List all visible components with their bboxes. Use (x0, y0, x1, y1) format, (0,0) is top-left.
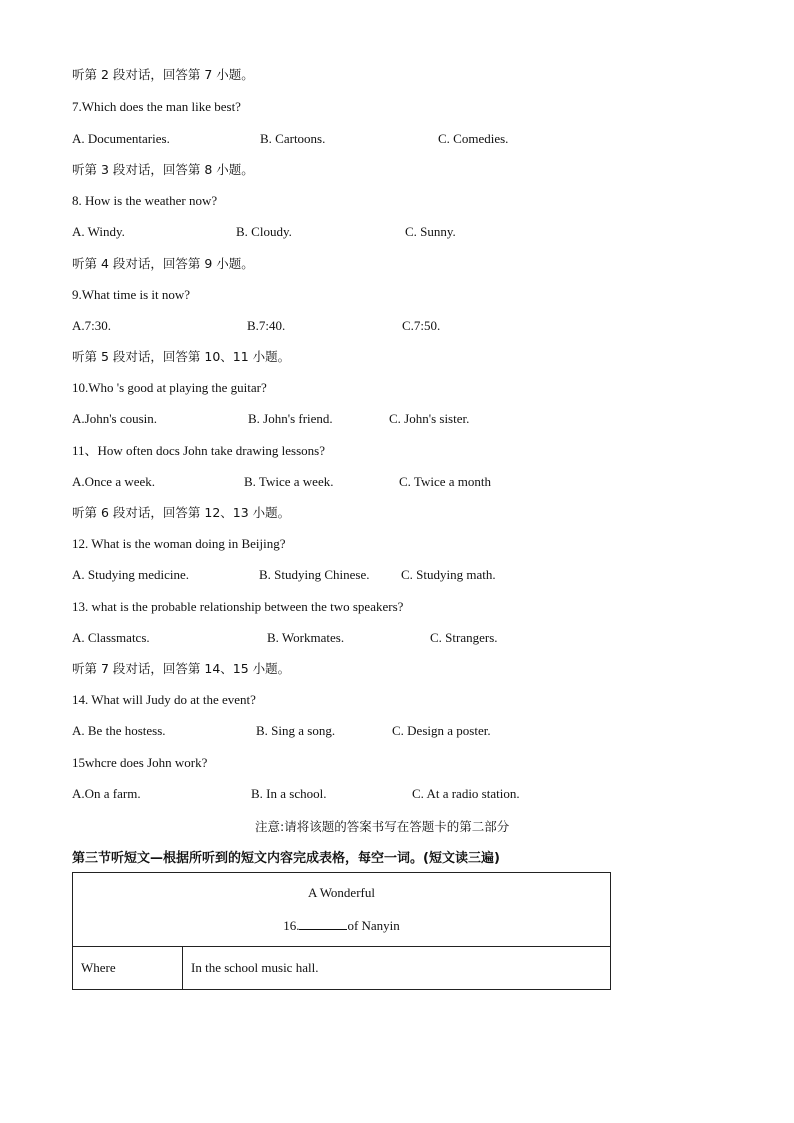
dialogue-header-6: 听第 6 段对话，回答第 12、13 小题。 (72, 505, 291, 520)
option-10a: A.John's cousin. (72, 411, 158, 426)
option-8c: C. Sunny. (405, 224, 456, 239)
answer-note: 注意:请将该题的答案书写在答题卡的第二部分 (255, 819, 510, 834)
table-title-cell (73, 873, 611, 947)
question-15: 15whcre does John work? (72, 755, 208, 770)
option-13b: B. Workmates. (267, 630, 345, 645)
answer-blank-16[interactable] (299, 917, 347, 930)
question-9: 9.What time is it now? (72, 287, 191, 302)
option-8a: A. Windy. (72, 224, 125, 239)
option-7b: B. Cartoons. (260, 131, 326, 146)
option-11b: B. Twice a week. (244, 474, 334, 489)
question-7: 7.Which does the man like best? (72, 99, 241, 114)
option-13c: C. Strangers. (430, 630, 498, 645)
dialogue-header-3: 听第 3 段对话，回答第 8 小题。 (72, 162, 254, 177)
option-11a: A.Once a week. (72, 474, 156, 489)
option-15a: A.On a farm. (72, 786, 141, 801)
question-11: 11、How often docs John take drawing lessons? (72, 443, 325, 458)
option-9c: C.7:50. (402, 318, 441, 333)
option-9a: A.7:30. (72, 318, 111, 333)
table-title-line1: A Wonderful (308, 885, 375, 900)
question-13: 13. what is the probable relationship between the two speakers? (72, 599, 404, 614)
question-8: 8. How is the weather now? (72, 193, 218, 208)
dialogue-header-5: 听第 5 段对话，回答第 10、11 小题。 (72, 349, 291, 364)
option-13a: A. Classmatcs. (72, 630, 150, 645)
dialogue-header-4: 听第 4 段对话，回答第 9 小题。 (72, 256, 254, 271)
option-7a: A. Documentaries. (72, 131, 170, 146)
dialogue-header-2: 听第 2 段对话，回答第 7 小题。 (72, 67, 254, 82)
option-12c: C. Studying math. (401, 567, 496, 582)
option-12b: B. Studying Chinese. (259, 567, 370, 582)
section-three-title: 第三节听短文—根据所听到的短文内容完成表格，每空一词。(短文读三遍) (72, 851, 500, 866)
blank-number: 16. (283, 918, 300, 933)
option-9b: B.7:40. (247, 318, 286, 333)
row-label-where: Where (73, 947, 183, 990)
option-15c: C. At a radio station. (412, 786, 520, 801)
option-14a: A. Be the hostess. (72, 723, 166, 738)
question-12: 12. What is the woman doing in Beijing? (72, 536, 286, 551)
dialogue-header-7: 听第 7 段对话，回答第 14、15 小题。 (72, 661, 291, 676)
option-8b: B. Cloudy. (236, 224, 292, 239)
option-10b: B. John's friend. (248, 411, 333, 426)
option-14c: C. Design a poster. (392, 723, 491, 738)
option-10c: C. John's sister. (389, 411, 470, 426)
option-11c: C. Twice a month (399, 474, 492, 489)
question-14: 14. What will Judy do at the event? (72, 692, 256, 707)
blank-suffix: of Nanyin (347, 918, 400, 933)
option-15b: B. In a school. (251, 786, 327, 801)
listening-table (72, 872, 611, 990)
option-7c: C. Comedies. (438, 131, 509, 146)
table-title-line2 (74, 917, 609, 934)
option-12a: A. Studying medicine. (72, 567, 189, 582)
row-value-where: In the school music hall. (183, 947, 611, 990)
question-10: 10.Who 's good at playing the guitar? (72, 380, 267, 395)
option-14b: B. Sing a song. (256, 723, 336, 738)
